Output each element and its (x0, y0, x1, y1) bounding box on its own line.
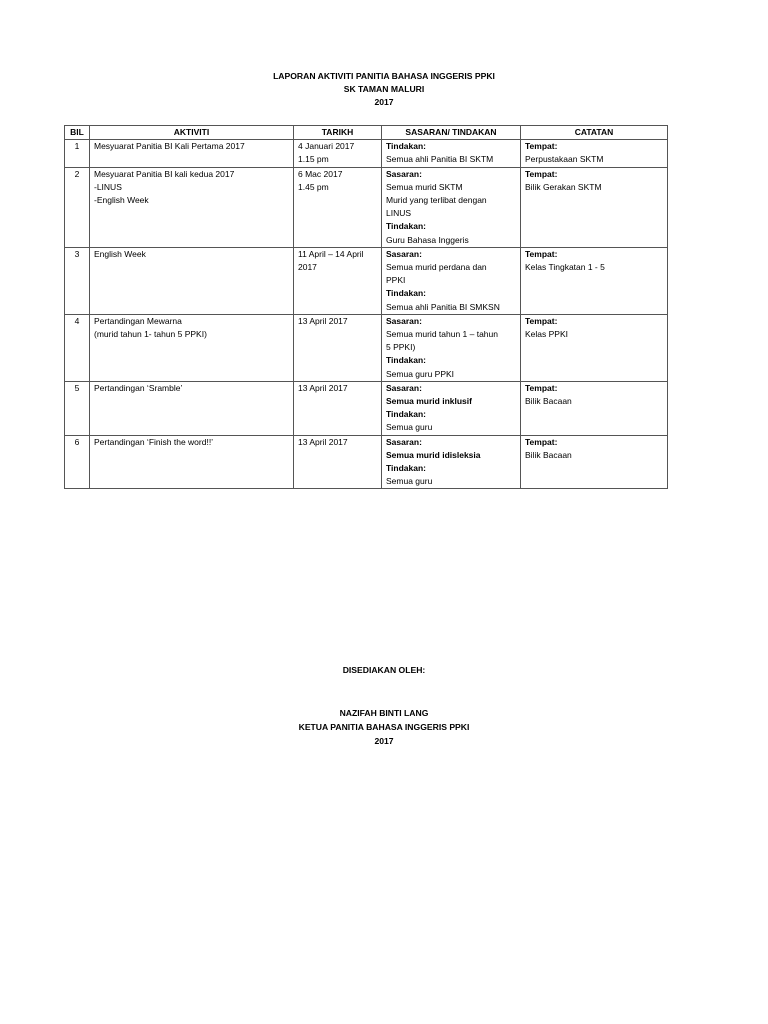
cell-sasaran-tindakan (382, 314, 521, 381)
cell-catatan-label: Tempat: (525, 315, 558, 326)
cell-catatan (521, 314, 668, 381)
cell-sasaran-tindakan (382, 140, 521, 167)
cell-catatan-line: Bilik Gerakan SKTM (525, 181, 602, 192)
activity-table (64, 125, 668, 489)
cell-sasaran-tindakan-label: Semua murid inklusif (386, 396, 472, 407)
cell-aktiviti (90, 314, 294, 381)
cell-bil: 5 (65, 381, 90, 435)
column-header-catatan: CATATAN (521, 126, 668, 140)
cell-catatan-line: Kelas Tingkatan 1 - 5 (525, 262, 605, 273)
cell-sasaran-tindakan (382, 381, 521, 435)
cell-sasaran-tindakan-label: Sasaran: (386, 315, 422, 326)
cell-tarikh-line: 1.15 pm (298, 154, 329, 165)
report-title (0, 70, 768, 109)
column-header-sasaran-tindakan: SASARAN/ TINDAKAN (382, 126, 521, 140)
cell-aktiviti-line: Pertandingan Mewarna (94, 315, 182, 326)
cell-catatan-label: Tempat: (525, 382, 558, 393)
cell-aktiviti-line: Mesyuarat Panitia BI Kali Pertama 2017 (94, 141, 245, 152)
cell-sasaran-tindakan-line: Semua murid SKTM (386, 181, 463, 192)
cell-tarikh-line: 13 April 2017 (298, 315, 348, 326)
cell-bil: 2 (65, 167, 90, 247)
report-title-line-1: LAPORAN AKTIVITI PANITIA BAHASA INGGERIS PPKI (273, 71, 495, 81)
table-row (65, 247, 668, 314)
cell-sasaran-tindakan-line: Semua ahli Panitia BI SMKSN (386, 301, 500, 312)
cell-tarikh-line: 2017 (298, 262, 317, 273)
table-body (65, 140, 668, 489)
cell-sasaran-tindakan-label: Tindakan: (386, 288, 426, 299)
cell-aktiviti-line: English Week (94, 248, 146, 259)
cell-sasaran-tindakan-line: LINUS (386, 208, 412, 219)
cell-catatan-line: Bilik Bacaan (525, 449, 572, 460)
cell-sasaran-tindakan (382, 247, 521, 314)
cell-sasaran-tindakan-line: Semua guru PPKI (386, 368, 455, 379)
cell-aktiviti-line: Pertandingan ‘Finish the word!!’ (94, 436, 214, 447)
cell-catatan-label: Tempat: (525, 141, 558, 152)
cell-aktiviti-line: (murid tahun 1- tahun 5 PPKI) (94, 329, 207, 340)
cell-tarikh-line: 6 Mac 2017 (298, 168, 343, 179)
cell-catatan (521, 140, 668, 167)
cell-aktiviti-line: -LINUS (94, 181, 122, 192)
cell-tarikh-line: 11 April – 14 April (298, 248, 364, 259)
cell-sasaran-tindakan-label: Tindakan: (386, 141, 426, 152)
cell-tarikh (294, 381, 382, 435)
cell-aktiviti (90, 140, 294, 167)
cell-bil: 4 (65, 314, 90, 381)
footer-year: 2017 (374, 736, 394, 746)
cell-tarikh-line: 13 April 2017 (298, 382, 348, 393)
cell-sasaran-tindakan (382, 435, 521, 489)
cell-sasaran-tindakan-label: Sasaran: (386, 382, 422, 393)
cell-catatan-label: Tempat: (525, 168, 558, 179)
cell-aktiviti-line: Pertandingan ‘Sramble’ (94, 382, 183, 393)
cell-aktiviti (90, 435, 294, 489)
cell-catatan-line: Kelas PPKI (525, 329, 568, 340)
cell-tarikh (294, 167, 382, 247)
table-header-row (65, 126, 668, 140)
cell-aktiviti (90, 247, 294, 314)
table-row (65, 381, 668, 435)
cell-tarikh-line: 4 Januari 2017 (298, 141, 355, 152)
cell-sasaran-tindakan-line: 5 PPKI) (386, 342, 416, 353)
cell-sasaran-tindakan-label: Tindakan: (386, 409, 426, 420)
column-header-tarikh: TARIKH (294, 126, 382, 140)
cell-catatan (521, 435, 668, 489)
cell-sasaran-tindakan-label: Tindakan: (386, 463, 426, 474)
cell-aktiviti-line: -English Week (94, 195, 149, 206)
table-row (65, 167, 668, 247)
table-row (65, 435, 668, 489)
cell-sasaran-tindakan-line: Semua guru (386, 422, 433, 433)
cell-sasaran-tindakan-line: Semua ahli Panitia BI SKTM (386, 154, 494, 165)
report-title-year: 2017 (374, 97, 394, 107)
cell-tarikh (294, 140, 382, 167)
cell-aktiviti (90, 167, 294, 247)
cell-sasaran-tindakan-line: PPKI (386, 275, 406, 286)
cell-catatan (521, 167, 668, 247)
cell-aktiviti (90, 381, 294, 435)
cell-sasaran-tindakan-label: Sasaran: (386, 436, 422, 447)
cell-sasaran-tindakan (382, 167, 521, 247)
prepared-by-label: DISEDIAKAN OLEH: (342, 665, 426, 675)
cell-catatan (521, 247, 668, 314)
cell-tarikh (294, 435, 382, 489)
cell-bil: 3 (65, 247, 90, 314)
cell-bil: 1 (65, 140, 90, 167)
cell-catatan-label: Tempat: (525, 436, 558, 447)
cell-sasaran-tindakan-line: Guru Bahasa Inggeris (386, 234, 469, 245)
cell-sasaran-tindakan-label: Semua murid idisleksia (386, 449, 481, 460)
cell-catatan-label: Tempat: (525, 248, 558, 259)
report-title-line-2: SK TAMAN MALURI (343, 84, 425, 94)
cell-tarikh-line: 13 April 2017 (298, 436, 348, 447)
preparer-position: KETUA PANITIA BAHASA INGGERIS PPKI (298, 722, 470, 732)
cell-sasaran-tindakan-line: Semua murid tahun 1 – tahun (386, 329, 498, 340)
cell-sasaran-tindakan-line: Semua guru (386, 476, 433, 487)
cell-bil: 6 (65, 435, 90, 489)
column-header-bil: BIL (65, 126, 90, 140)
cell-tarikh (294, 314, 382, 381)
cell-aktiviti-line: Mesyuarat Panitia BI kali kedua 2017 (94, 168, 235, 179)
cell-sasaran-tindakan-line: Semua murid perdana dan (386, 262, 487, 273)
cell-sasaran-tindakan-label: Sasaran: (386, 248, 422, 259)
preparer-name: NAZIFAH BINTI LANG (339, 708, 429, 718)
cell-sasaran-tindakan-line: Murid yang terlibat dengan (386, 195, 487, 206)
cell-tarikh (294, 247, 382, 314)
cell-catatan (521, 381, 668, 435)
column-header-aktiviti: AKTIVITI (90, 126, 294, 140)
cell-sasaran-tindakan-label: Tindakan: (386, 221, 426, 232)
cell-sasaran-tindakan-label: Tindakan: (386, 355, 426, 366)
cell-catatan-line: Perpustakaan SKTM (525, 154, 604, 165)
table-row (65, 314, 668, 381)
cell-tarikh-line: 1.45 pm (298, 181, 329, 192)
table-row (65, 140, 668, 167)
cell-sasaran-tindakan-label: Sasaran: (386, 168, 422, 179)
cell-catatan-line: Bilik Bacaan (525, 396, 572, 407)
